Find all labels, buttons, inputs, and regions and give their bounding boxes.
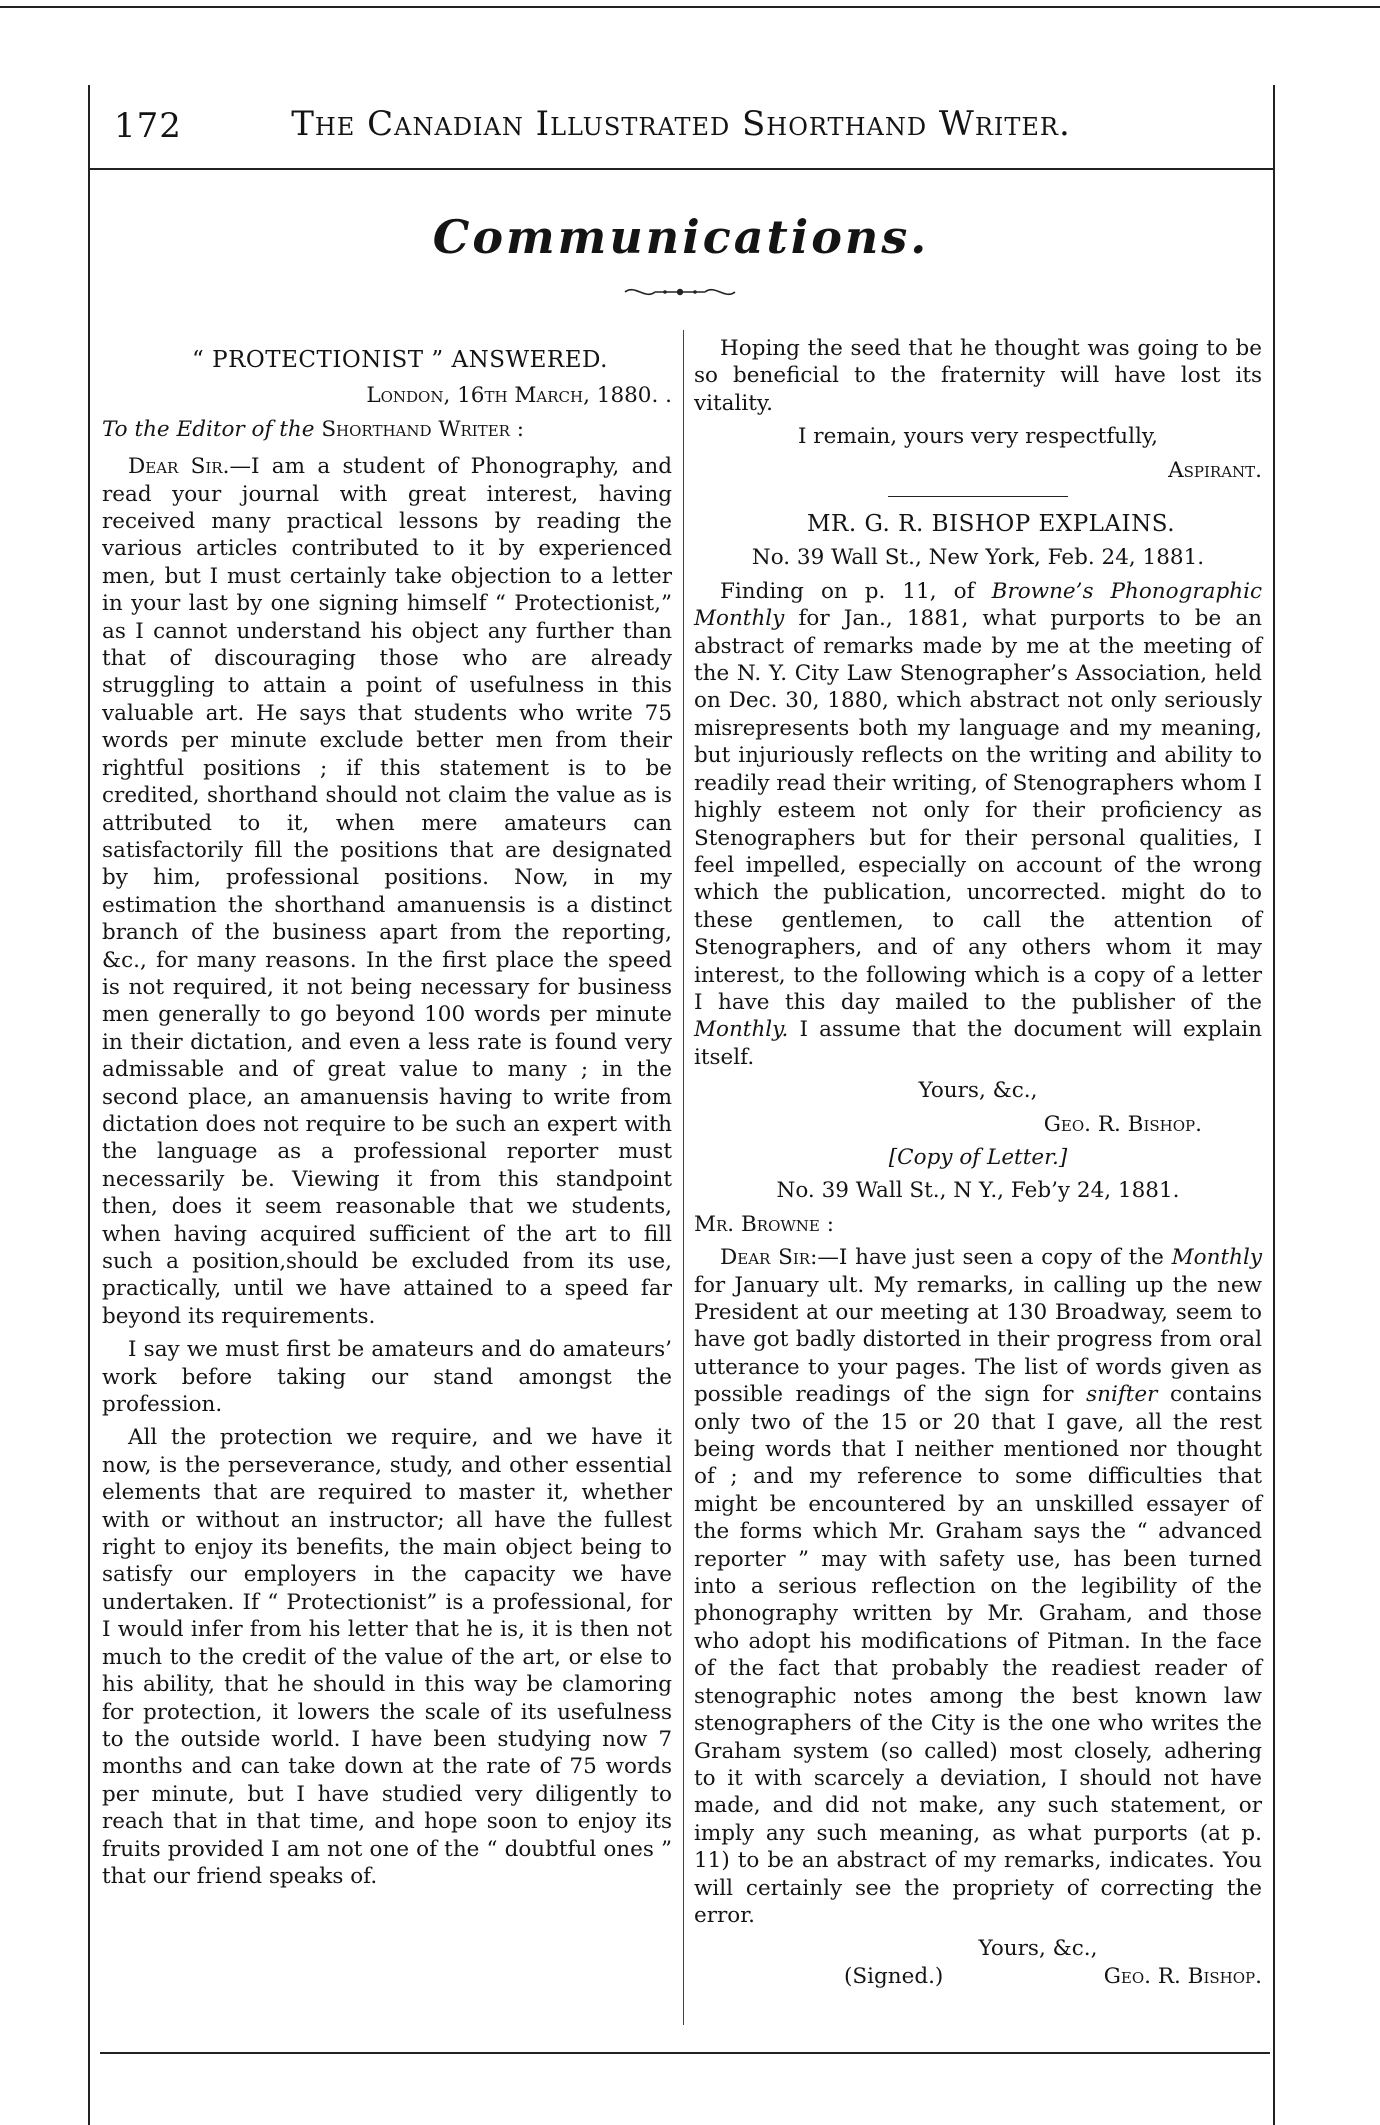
copy-addressee: Mr. Browne :: [694, 1211, 834, 1237]
copy-label: [Copy of Letter.]: [888, 1144, 1068, 1170]
signed-label: (Signed.): [844, 1963, 944, 1989]
decorative-flourish-icon: [620, 282, 740, 302]
letter1-para3: All the protection we require, and we have it now, is the perseverance, study, and other essential elements that are required to master it, whether with or without an instructor; all have the fullest right to enjoy its benefits, the main object being to satisfy our employers in the capacity we have undertaken. If “ Protectionist” is a professional, for I would infer from his letter that he is, it is then not much to the credit of the value of the art, or else to his ability, that he should in this way be clamoring for protection, it lowers the scale of its usefulness to the outside world. I have been studying now 7 months and can take down at the rate of 75 words per minute, but I have studied very diligently to reach that in that time, and hope soon to enjoy its fruits provided I am not one of the “ doubtful ones ” that our friend speaks of.: [102, 1425, 672, 1889]
running-title: The Canadian Illustrated Shorthand Writer.: [291, 104, 1071, 144]
letter1-closing: I remain, yours very respectfully,: [797, 424, 1159, 450]
copy-signature: Geo. R. Bishop.: [1103, 1963, 1262, 1989]
letter1-para1: —I am a student of Phonography, and read your journal with great interest, having received many practical lessons by reading the various articles contributed to it by experienced men, but I must certainly take objection to a letter in your last by one signing himself “ Protectionist,” as I cannot understand his object any further than that of discouraging those who are already struggling to attain a point of usefulness in this valuable art. He says that students who write 75 words per minute exclude better men from their rightful positions ; if this statement is to be credited, shorthand should not claim the value as is attributed to it, when mere amateurs can satisfactorily fill the positions that are designated by him, professional positions. Now, in my estimation the shorthand amanuensis is a distinct branch of the business apart from the reporting, &c., for many reasons. In the first place the speed is not required, it not being necessary for business men generally to go beyond 100 words per minute in their dictation, and even a less rate is found very admissable and of great value to many ; in the second place, an amanuensis having to write from dictation does not require to be such an expert with the language as a professional reporter must necessarily be. Viewing it from this standpoint then, does it seem reasonable that we students, when having acquired sufficient of the art to fill such a position,should be excluded from its use, practically, until we have attained to a speed far beyond its requirements.: [102, 454, 672, 1329]
letter1-addressee: [102, 416, 672, 443]
header-rule: [88, 168, 1274, 170]
publication-name: Browne’s Phonographic Monthly: [694, 578, 1262, 632]
copy-salutation: Dear Sir:: [720, 1245, 818, 1271]
copy-body-c: contains only two of the 15 or 20 that I gave, all the rest being words that I neither mentioned nor thought of ; and my reference to some difficulties that might be encountered by an unskilled essayer of the forms which Mr. Graham says the “ advanced reporter ” may with safety use, has been turned into a serious reflection on the legibility of the phonography written by Mr. Graham, and those who adopt his modifications of Pitman. In the face of the fact that probably the readiest reader of stenographic notes among the best known law stenographers of the City is the one who writes the Graham system (so called) most closely, adhering to it with scarcely a deviation, I should not have made, and did not make, any such statement, or imply any such meaning, as what purports (at p. 11) to be an abstract of my remarks, indicates. You will certainly see the propriety of correcting the error.: [694, 1382, 1262, 1928]
copy-body: [694, 1244, 1262, 1929]
section-title: Communications.: [432, 210, 930, 264]
signed-line: [694, 1963, 1262, 1990]
addressee-journal: Shorthand Writer :: [321, 416, 525, 442]
column-divider: [683, 330, 684, 2025]
copy-body-b: for January ult. My remarks, in calling up the new President at our meeting at 130 Broadway, seem to have got badly distorted in their progress from oral utterance to your pages. The list of words given as possible readings of the sign for: [694, 1272, 1262, 1408]
letter2-paragraph: [694, 578, 1262, 1071]
frame-right-rule: [1273, 85, 1275, 2125]
right-column: [694, 335, 1262, 1990]
letter1-dateline: London, 16th March, 1880. .: [366, 383, 672, 409]
letter2-signature: Geo. R. Bishop.: [1043, 1111, 1202, 1137]
letter2-dateline: No. 39 Wall St., New York, Feb. 24, 1881.: [751, 545, 1205, 571]
snifter-word: snifter: [1086, 1382, 1158, 1408]
addressee-prefix: To the Editor of the: [102, 416, 315, 442]
monthly-name: Monthly.: [694, 1017, 789, 1043]
letter1-title: “ PROTECTIONIST ” ANSWERED.: [192, 347, 608, 373]
letter1-para2: I say we must first be amateurs and do amateurs’ work before taking our stand amongst the profession.: [102, 1337, 672, 1418]
letter2-para1-c: I assume that the document will explain itself.: [694, 1017, 1262, 1070]
salutation: Dear Sir.: [128, 454, 230, 480]
letter2-para1-b: for Jan., 1881, what purports to be an abstract of remarks made by me at the meeting of the N. Y. City Law Stenographer’s Association, held on Dec. 30, 1880, which abstract not only seriously misrepresents both my language and my meaning, but injuriously reflects on the writing and ability to readily read their writing, of Stenographers whom I highly esteem not only for their proficiency as Stenographers but for their personal qualities, I feel impelled, especially on account of the wrong which the publication, uncorrected. might do to these gentlemen, to call the attention of Stenographers, and of any others whom it may interest, to the following which is a copy of a letter I have this day mailed to the publisher of the: [694, 606, 1262, 1015]
letter1-signature: Aspirant.: [1168, 457, 1262, 483]
letter1-paragraph: [102, 453, 672, 1330]
copy-body-a: —I have just seen a copy of the: [817, 1245, 1164, 1271]
letter1-para4: Hoping the seed that he thought was going to be so beneficial to the fraternity will have lost its vitality.: [694, 336, 1262, 416]
left-column: [102, 335, 672, 1890]
separator-rule: [888, 496, 1068, 497]
copy-closing: Yours, &c.,: [978, 1936, 1098, 1962]
copy-dateline: No. 39 Wall St., N Y., Feb’y 24, 1881.: [776, 1178, 1180, 1204]
top-rule: [0, 6, 1380, 8]
letter2-para1-a: Finding on p. 11, of: [720, 578, 975, 604]
letter2-closing: Yours, &c.,: [918, 1078, 1038, 1104]
bottom-rule: [100, 2052, 1270, 2054]
letter2-title: MR. G. R. BISHOP EXPLAINS.: [806, 511, 1176, 538]
page-number: 172: [114, 106, 182, 146]
copy-monthly: Monthly: [1171, 1245, 1262, 1271]
page-header: [88, 98, 1274, 170]
frame-left-rule: [88, 85, 90, 2125]
